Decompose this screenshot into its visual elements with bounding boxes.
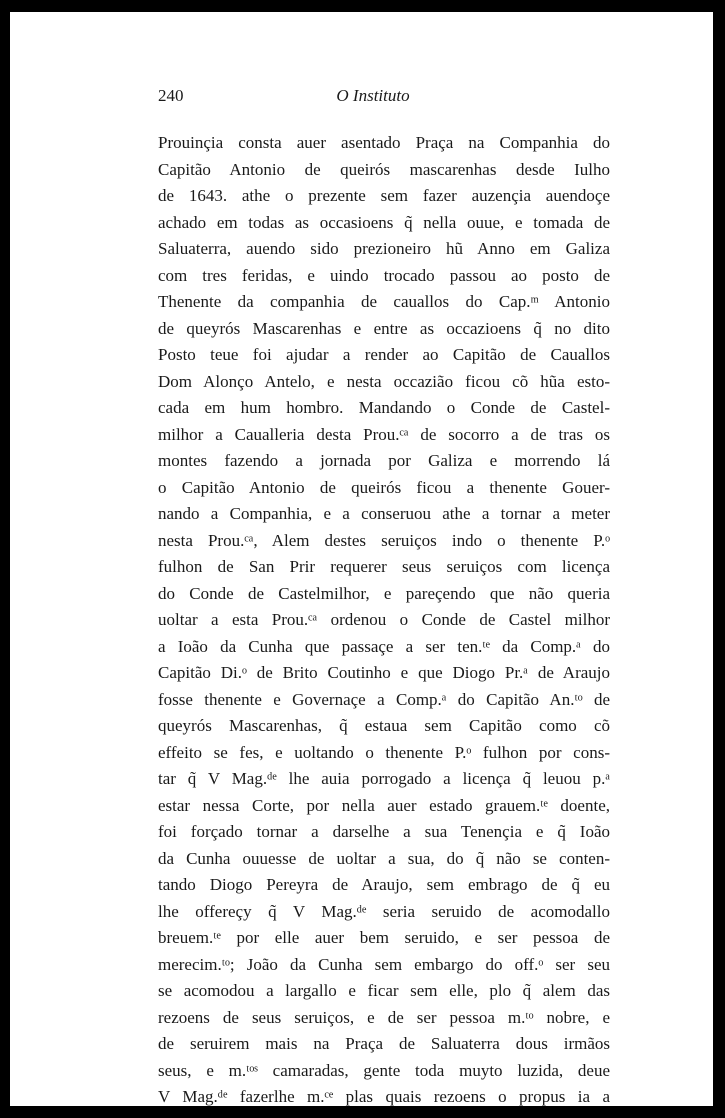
text-line: Thenente da companhia de cauallos do Cap.ᵐ Antonio [158,292,610,311]
text-line: foi forçado tornar a darselhe a sua Tenençia e q̃ Ioão [158,822,610,841]
text-line: lhe offereçy q̃ V Mag.ᵈᵉ seria seruido de acomodallo [158,901,610,921]
text-line: Posto teue foi ajudar a render ao Capitão de Cauallos [158,345,610,364]
text-line: uoltar a esta Prou.ᶜᵃ ordenou o Conde de Castel milhor [158,610,610,629]
text-line: a Ioão da Cunha que passaçe a ser ten.ᵗᵉ da Comp.ᵃ do [158,636,610,656]
text-line: effeito se fes, e uoltando o thenente P.ᵒ fulhon por cons- [158,742,610,762]
text-line: se acomodou a largallo e ficar sem elle, plo q̃ alem das [158,981,610,1000]
text-line: Capitão Antonio de queirós mascarenhas desde Iulho [158,159,610,179]
body-text [158,130,610,1106]
text-line: tar q̃ V Mag.ᵈᵉ lhe auia porrogado a licença q̃ leuou p.ᵃ [158,769,610,788]
text-line: milhor a Caualleria desta Prou.ᶜᵃ de socorro a de tras os [158,424,610,444]
text-line: fulhon de San Prir requerer seus seruiços com licença [158,557,610,576]
text-line: Saluaterra, auendo sido prezioneiro hũ Anno em Galiza [158,239,610,258]
text-line: V Mag.ᵈᵉ fazerlhe m.ᶜᵉ plas quais rezoens o propus ia a [158,1087,610,1106]
text-line: de 1643. athe o prezente sem fazer auzençia auendoçe [158,186,610,205]
text-line: montes fazendo a jornada por Galiza e morrendo lá [158,451,610,470]
page-header [158,86,588,114]
text-line: breuem.ᵗᵉ por elle auer bem seruido, e ser pessoa de [158,928,610,947]
text-line: merecim.ᵗᵒ; João da Cunha sem embargo do off.ᵒ ser seu [158,954,610,974]
text-line: Dom Alonço Antelo, e nesta occazião ficou cõ hũa esto- [158,371,610,391]
text-line: nesta Prou.ᶜᵃ, Alem destes seruiços indo o thenente P.ᵒ [158,530,610,550]
page-number: 240 [158,86,184,105]
text-line: tando Diogo Pereyra de Araujo, sem embrago de q̃ eu [158,875,610,894]
text-line: Capitão Di.ᵒ de Brito Coutinho e que Diogo Pr.ᵃ de Araujo [158,663,610,682]
text-line: o Capitão Antonio de queirós ficou a thenente Gouer- [158,477,610,497]
text-line: queyrós Mascarenhas, q̃ estaua sem Capitão como cõ [158,716,610,735]
text-line: da Cunha ouuesse de uoltar a sua, do q̃ não se conten- [158,848,610,868]
text-line: achado em todas as occasioens q̃ nella ouue, e tomada de [158,212,610,232]
text-line: nando a Companhia, e a conseruou athe a tornar a meter [158,504,610,523]
text-line: Prouinçia consta auer asentado Praça na Companhia do [158,133,610,152]
document-page [10,12,713,1106]
text-line: do Conde de Castelmilhor, e pareçendo que não queria [158,583,610,603]
text-line: de seruirem mais na Praça de Saluaterra dous irmãos [158,1034,610,1053]
text-line: seus, e m.ᵗᵒˢ camaradas, gente toda muyto luzida, deue [158,1060,610,1080]
text-line: fosse thenente e Governaçe a Comp.ᵃ do Capitão An.ᵗᵒ de [158,689,610,709]
text-line: cada em hum hombro. Mandando o Conde de Castel- [158,398,610,417]
running-title: O Instituto [336,86,410,105]
text-line: rezoens de seus seruiços, e de ser pessoa m.ᵗᵒ nobre, e [158,1007,610,1027]
text-line: de queyrós Mascarenhas e entre as occazioens q̃ no dito [158,318,610,338]
text-line: com tres feridas, e uindo trocado passou ao posto de [158,265,610,285]
text-line: estar nessa Corte, por nella auer estado grauem.ᵗᵉ doente, [158,795,610,815]
